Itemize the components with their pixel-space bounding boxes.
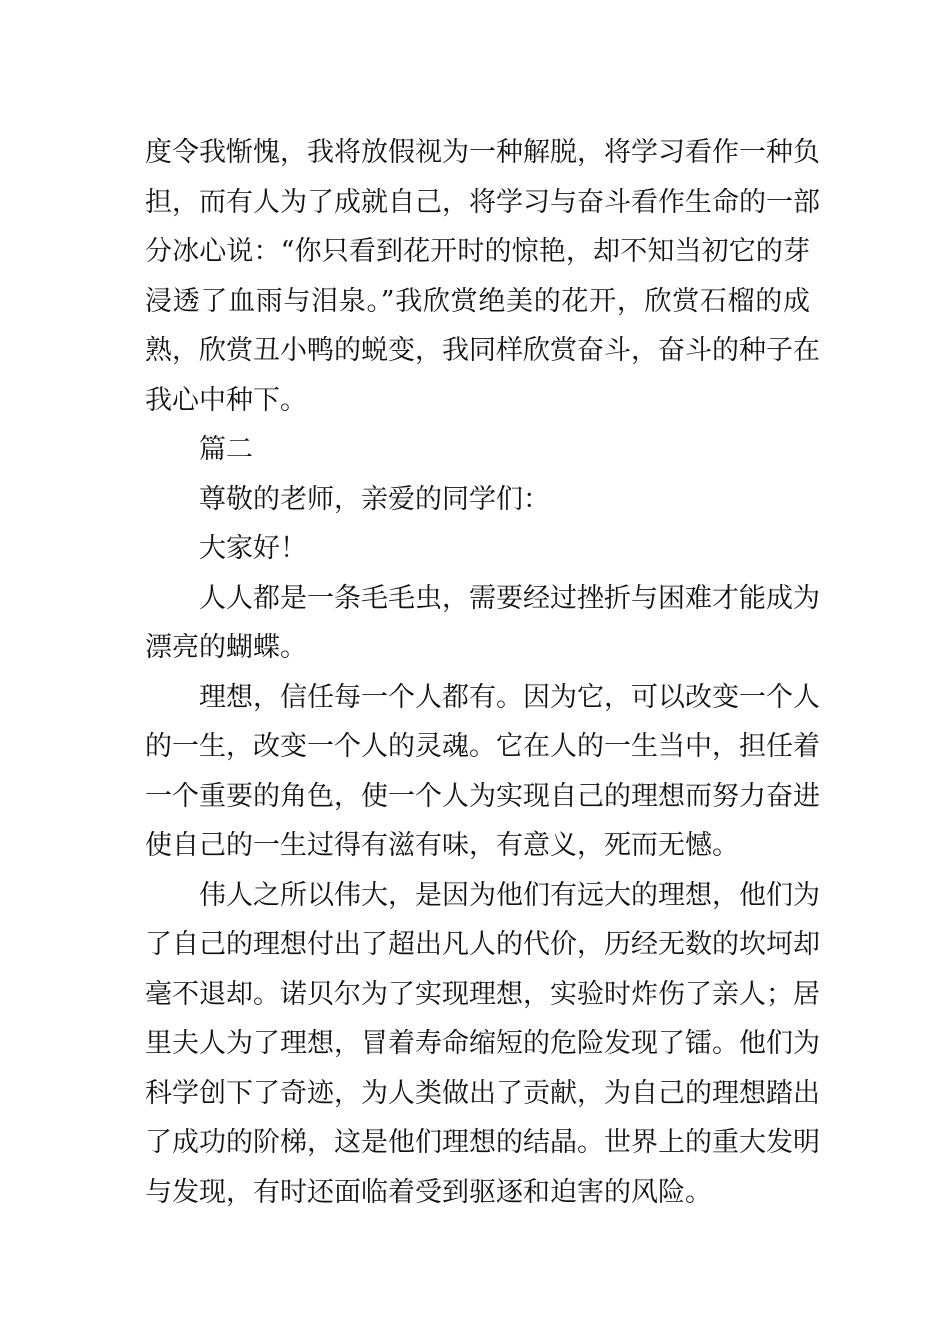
text-line: 人人都是一条毛毛虫，需要经过挫折与困难才能成为 [199,582,820,614]
text-line: 的一生，改变一个人的灵魂。它在人的一生当中，担任着 [145,731,820,762]
text-line: 大家好！ [199,533,307,564]
text-line: 我心中种下。 [145,384,307,416]
text-line: 了自己的理想付出了超出凡人的代价，历经无数的坎坷却 [145,929,820,960]
text-line: 熟，欣赏丑小鸭的蜕变，我同样欣赏奋斗，奋斗的种子在 [145,335,820,366]
text-line: 使自己的一生过得有滋有味，有意义，死而无憾。 [145,830,739,861]
body-text [145,128,820,1217]
text-line: 担，而有人为了成就自己，将学习与奋斗看作生命的一部 [145,186,820,218]
text-line: 与发现，有时还面临着受到驱逐和迫害的风险。 [145,1176,712,1208]
text-line: 一个重要的角色，使一个人为实现自己的理想而努力奋进 [145,780,820,812]
text-line: 了成功的阶梯，这是他们理想的结晶。世界上的重大发明 [145,1127,820,1158]
text-line: 里夫人为了理想，冒着寿命缩短的危险发现了镭。他们为 [145,1028,820,1059]
text-line: 尊敬的老师，亲爱的同学们： [199,483,550,515]
text-line: 科学创下了奇迹，为人类做出了贡献，为自己的理想踏出 [145,1077,820,1109]
text-line: 分冰心说：“你只看到花开时的惊艳，却不知当初它的芽 [145,236,810,267]
text-line: 度令我惭愧，我将放假视为一种解脱，将学习看作一种负 [145,137,820,168]
text-line: 伟人之所以伟大，是因为他们有远大的理想，他们为 [199,879,820,911]
text-line: 毫不退却。诺贝尔为了实现理想，实验时炸伤了亲人；居 [145,978,820,1010]
text-line: 漂亮的蝴蝶。 [145,632,307,663]
text-line: 浸透了血雨与泪泉。”我欣赏绝美的花开，欣赏石榴的成 [145,285,810,317]
text-line: 理想，信任每一个人都有。因为它，可以改变一个人 [199,681,820,713]
text-line: 篇二 [199,434,253,465]
